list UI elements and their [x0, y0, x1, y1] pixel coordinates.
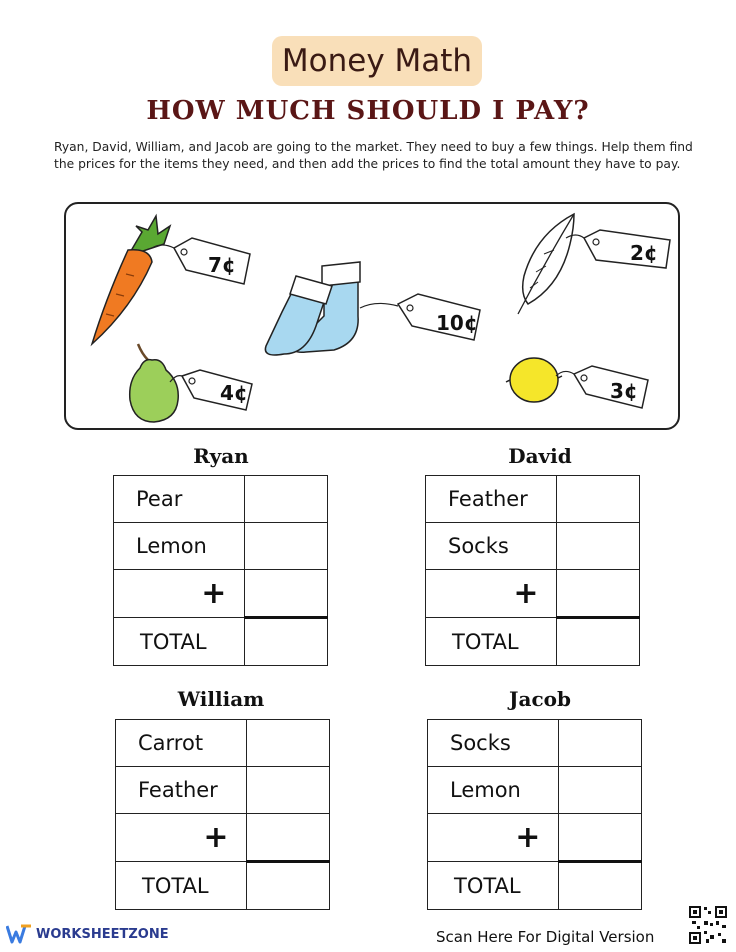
william-sum-box[interactable]: [247, 814, 330, 862]
william-price-2-box[interactable]: [247, 767, 330, 814]
scan-caption: Scan Here For Digital Version: [436, 928, 655, 946]
price-picture-box: [64, 202, 680, 430]
jacob-item-1: Socks: [428, 720, 559, 767]
william-item-2: Feather: [116, 767, 247, 814]
david-item-1: Feather: [426, 476, 557, 523]
carrot-icon: [92, 216, 170, 344]
brand-w-icon: [6, 924, 32, 944]
jacob-name: Jacob: [509, 687, 571, 711]
william-plus-sign: +: [116, 814, 247, 862]
ryan-sum-box[interactable]: [245, 570, 328, 618]
worksheet-badge: Money Math: [272, 36, 482, 86]
jacob-total-label: TOTAL: [428, 862, 559, 910]
brand-name: WORKSHEETZONE: [36, 926, 169, 942]
david-name: David: [508, 444, 572, 468]
ryan-name: Ryan: [193, 444, 249, 468]
jacob-plus-sign: +: [428, 814, 559, 862]
carrot-price-tag: [152, 238, 250, 284]
brand-logo[interactable]: [6, 924, 169, 944]
david-price-1-box[interactable]: [557, 476, 640, 523]
william-price-1-box[interactable]: [247, 720, 330, 767]
william-total-label: TOTAL: [116, 862, 247, 910]
pear-price-tag: [170, 370, 252, 410]
jacob-item-2: Lemon: [428, 767, 559, 814]
feather-price-tag: [566, 230, 670, 268]
lemon-price: 3¢: [610, 379, 638, 403]
jacob-table: [427, 719, 642, 910]
jacob-price-2-box[interactable]: [559, 767, 642, 814]
lemon-icon: [506, 358, 562, 402]
feather-price: 2¢: [630, 241, 658, 265]
page-title: HOW MUCH SHOULD I PAY?: [146, 96, 590, 126]
david-total-box[interactable]: [557, 618, 640, 666]
jacob-total-box[interactable]: [559, 862, 642, 910]
lemon-price-tag: [556, 366, 648, 408]
pear-price: 4¢: [220, 381, 248, 405]
william-name: William: [177, 687, 265, 711]
david-total-label: TOTAL: [426, 618, 557, 666]
william-total-box[interactable]: [247, 862, 330, 910]
william-item-1: Carrot: [116, 720, 247, 767]
jacob-sum-box[interactable]: [559, 814, 642, 862]
david-price-2-box[interactable]: [557, 523, 640, 570]
socks-icon: [265, 262, 360, 355]
william-table: [115, 719, 330, 910]
david-table: [425, 475, 640, 666]
carrot-price: 7¢: [208, 253, 236, 277]
ryan-item-2: Lemon: [114, 523, 245, 570]
jacob-price-1-box[interactable]: [559, 720, 642, 767]
ryan-plus-sign: +: [114, 570, 245, 618]
ryan-total-label: TOTAL: [114, 618, 245, 666]
ryan-price-2-box[interactable]: [245, 523, 328, 570]
ryan-item-1: Pear: [114, 476, 245, 523]
qr-code-icon[interactable]: [688, 905, 728, 945]
feather-icon: [518, 214, 574, 314]
pear-icon: [130, 344, 179, 422]
socks-price-tag: [360, 294, 480, 340]
david-item-2: Socks: [426, 523, 557, 570]
ryan-total-box[interactable]: [245, 618, 328, 666]
ryan-price-1-box[interactable]: [245, 476, 328, 523]
socks-price: 10¢: [436, 311, 478, 335]
david-sum-box[interactable]: [557, 570, 640, 618]
intro-text: Ryan, David, William, and Jacob are going to the market. They need to buy a few things. Help them find the prices for the items they need, and then add the prices to find the total amount they have to pay.: [54, 140, 693, 171]
david-plus-sign: +: [426, 570, 557, 618]
ryan-table: [113, 475, 328, 666]
